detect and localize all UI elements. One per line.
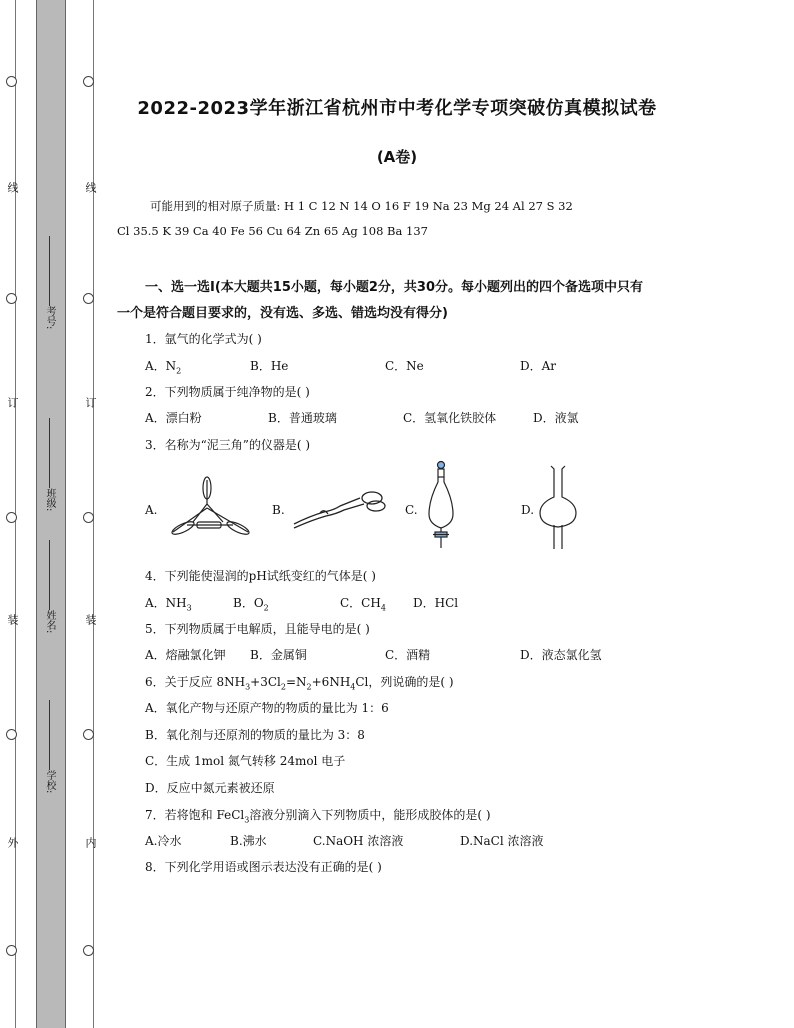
page-title: 2022-2023学年浙江省杭州市中考化学专项突破仿真模拟试卷 <box>137 98 657 119</box>
question-3-option-d[interactable]: D. <box>521 503 535 517</box>
question-6-option-c[interactable]: C．生成 1mol 氮气转移 24mol 电子 <box>145 754 346 768</box>
margin-inner-char: 内 <box>84 837 97 848</box>
crucible-tongs-icon <box>290 486 390 531</box>
section-heading-line-2: 一个是符合题目要求的，没有选、多选、错选均没有得分) <box>117 306 448 321</box>
question-1-option-d[interactable]: D．Ar <box>520 359 557 373</box>
question-2-option-b[interactable]: B．普通玻璃 <box>268 411 337 425</box>
question-5-stem: 5．下列物质属于电解质，且能导电的是( ) <box>145 622 370 636</box>
margin-bind-char: 装 <box>84 614 97 625</box>
question-4-stem: 4．下列能使湿润的pH试纸变红的气体是( ) <box>145 569 376 583</box>
question-5-option-d[interactable]: D．液态氯化氢 <box>520 648 602 662</box>
margin-outer-char: 外 <box>6 837 19 848</box>
question-6-stem: 6．关于反应 $8NH_3+3Cl_2=N_2+6NH_4Cl$，列说确的是( ) <box>145 675 454 692</box>
question-3-option-c[interactable]: C. <box>405 503 418 517</box>
question-4-option-b[interactable]: B．$O_2$ <box>233 596 269 613</box>
margin-line-char: 线 <box>6 182 19 193</box>
question-3-option-a[interactable]: A. <box>145 503 158 517</box>
round-bottom-flask-icon <box>538 463 578 551</box>
page-subtitle: (A卷) <box>376 148 418 166</box>
question-6-option-b[interactable]: B．氧化剂与还原剂的物质的量比为 3：8 <box>145 728 365 742</box>
margin-hole-circle <box>6 512 17 523</box>
question-1-stem: 1．氩气的化学式为( ) <box>145 332 262 346</box>
margin-hole-circle <box>83 76 94 87</box>
school-field[interactable]: 学校: <box>42 700 57 793</box>
separatory-funnel-icon <box>421 460 465 550</box>
question-1-option-b[interactable]: B．He <box>250 359 289 373</box>
question-5-option-c[interactable]: C．酒精 <box>385 648 431 662</box>
question-5-option-b[interactable]: B．金属铜 <box>250 648 307 662</box>
atomic-mass-line-1: 可能用到的相对原子质量: H 1 C 12 N 14 O 16 F 19 Na 23 Mg 24 Al 27 S 32 <box>150 199 573 213</box>
atomic-mass-line-2: Cl 35.5 K 39 Ca 40 Fe 56 Cu 64 Zn 65 Ag 108 Ba 137 <box>117 224 428 238</box>
question-1-option-a[interactable]: A．$N_2$ <box>145 359 182 376</box>
question-3-stem: 3．名称为“泥三角”的仪器是( ) <box>145 438 311 452</box>
question-4-option-c[interactable]: C．$CH_4$ <box>340 596 386 613</box>
margin-order-char: 订 <box>84 397 97 408</box>
question-6-option-a[interactable]: A．氧化产物与还原产物的物质的量比为 1：6 <box>145 701 389 715</box>
section-heading-line-1: 一、选一选I(本大题共15小题，每小题2分，共30分。每小题列出的四个备选项中只有 <box>145 280 644 295</box>
question-8-stem: 8．下列化学用语或图示表达没有正确的是( ) <box>145 860 382 874</box>
margin-hole-circle <box>6 76 17 87</box>
question-7-option-c[interactable]: C.NaOH 浓溶液 <box>313 834 404 848</box>
margin-hole-circle <box>83 293 94 304</box>
margin-hole-circle <box>6 729 17 740</box>
question-6-option-d[interactable]: D．反应中氮元素被还原 <box>145 781 275 795</box>
question-4-option-a[interactable]: A．$NH_3$ <box>145 596 192 613</box>
exam-number-field[interactable]: 考号: <box>42 236 57 329</box>
question-2-stem: 2．下列物质属于纯净物的是( ) <box>145 385 310 399</box>
question-7-option-b[interactable]: B.沸水 <box>230 834 267 848</box>
question-7-option-a[interactable]: A.冷水 <box>145 834 182 848</box>
name-field[interactable]: 姓名: <box>42 540 57 633</box>
margin-bind-char: 装 <box>6 614 19 625</box>
margin-hole-circle <box>83 729 94 740</box>
margin-hole-circle <box>6 945 17 956</box>
question-3-option-b[interactable]: B. <box>272 503 285 517</box>
question-1-option-c[interactable]: C．Ne <box>385 359 424 373</box>
question-7-option-d[interactable]: D.NaCl 浓溶液 <box>460 834 544 848</box>
margin-order-char: 订 <box>6 397 19 408</box>
margin-hole-circle <box>83 512 94 523</box>
question-2-option-c[interactable]: C．氢氧化铁胶体 <box>403 411 497 425</box>
margin-hole-circle <box>6 293 17 304</box>
margin-line-char: 线 <box>84 182 97 193</box>
question-2-option-d[interactable]: D．液氯 <box>533 411 579 425</box>
question-4-option-d[interactable]: D．HCl <box>413 596 459 610</box>
class-field[interactable]: 班级: <box>42 418 57 511</box>
question-7-stem: 7．若将饱和 FeCl$_3$溶液分别滴入下列物质中，能形成胶体的是( ) <box>145 808 491 825</box>
question-5-option-a[interactable]: A．熔融氯化钾 <box>145 648 226 662</box>
margin-hole-circle <box>83 945 94 956</box>
question-2-option-a[interactable]: A．漂白粉 <box>145 411 202 425</box>
clay-triangle-icon <box>163 474 258 544</box>
